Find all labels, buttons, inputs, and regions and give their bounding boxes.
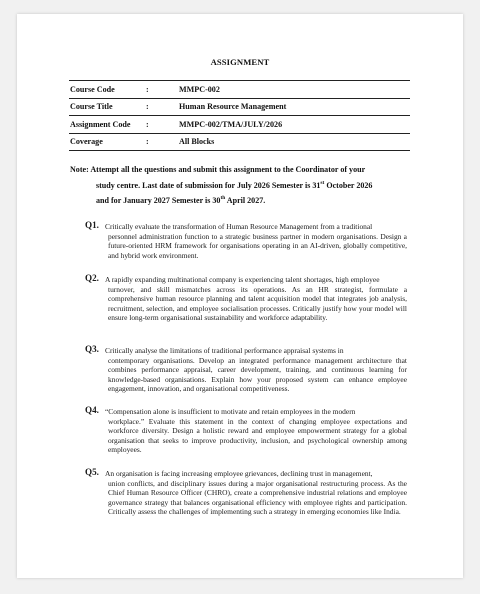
course-code-label: Course Code (70, 84, 115, 94)
question-first-line: “Compensation alone is insufficient to motivate and retain employees in the modern (105, 407, 356, 416)
course-code-value: MMPC-002 (179, 84, 220, 94)
note-line-1: Note: Attempt all the questions and submit this assignment to the Coordinator of your (70, 165, 366, 174)
assignment-code-label: Assignment Code (70, 119, 131, 129)
document-page (17, 14, 463, 578)
question-first-line: Critically analyse the limitations of traditional performance appraisal systems in (105, 346, 344, 355)
question-body: turnover, and skill mismatches across its operations. As an HR strategist, formulate a comprehensive human resource planning and talent acquisition model that integrates job analysis, recruitment, selection, and employee socialisation processes. Critically justify how your model will ensure long-term organisational sustainability and workforce adaptability. (108, 284, 407, 323)
note-line-3-text: and for January 2027 Semester is 30 (96, 196, 221, 205)
colon: : (146, 137, 149, 147)
note-line-2-date: October 2026 (324, 180, 373, 190)
question-first-line: An organisation is facing increasing employee grievances, declining trust in management, (105, 469, 373, 478)
coverage-label: Coverage (70, 137, 103, 147)
ordinal-suffix: th (220, 195, 226, 201)
note-line-2-text: study centre. Last date of submission for July 2026 Semester is 31 (96, 180, 321, 190)
colon: : (146, 102, 149, 112)
question-1 (87, 222, 407, 260)
question-first-line: A rapidly expanding multinational company is experiencing talent shortages, high employee (105, 275, 380, 284)
question-4 (87, 407, 407, 455)
question-number: Q1. (85, 220, 99, 230)
question-body: contemporary organisations. Develop an integrated performance management architecture that combines performance appraisal, career development, training, and continuous learning for knowledge-based organisations. Explain how your proposed system can enhance employee engagement, innovation, and organisational competitiveness. (108, 355, 407, 394)
course-info-table (69, 80, 410, 151)
note-line-3 (70, 193, 413, 209)
question-2 (87, 275, 407, 323)
question-number: Q5. (85, 467, 99, 477)
table-row (69, 134, 410, 152)
question-3 (87, 346, 407, 394)
colon: : (146, 119, 149, 129)
question-body: personnel administration function to a strategic business partner in modern organisations. Design a future-oriented HRM framework for organisations operating in an AI-driven, globally competitive, and hybrid work environment. (108, 231, 407, 260)
table-row (69, 81, 410, 99)
colon: : (146, 84, 149, 94)
course-title-value: Human Resource Management (179, 102, 287, 112)
table-row (69, 116, 410, 134)
course-title-label: Course Title (70, 102, 113, 112)
submission-note (70, 162, 413, 209)
note-line-3-date: April 2027. (225, 196, 266, 205)
question-number: Q4. (85, 405, 99, 415)
question-body: union conflicts, and disciplinary issues during a major organisational restructuring process. As the Chief Human Resource Officer (CHRO), create a comprehensive industrial relations and employee governance strategy that balances organisational efficiency with employee rights and participation. Critically assess the challenges of implementing such a strategy in emerging economies like India. (108, 478, 407, 517)
ordinal-suffix: st (320, 179, 325, 186)
document-title: ASSIGNMENT (210, 57, 270, 67)
note-line-2 (70, 178, 413, 194)
assignment-code-value: MMPC-002/TMA/JULY/2026 (179, 119, 283, 129)
question-first-line: Critically evaluate the transformation of Human Resource Management from a traditional (105, 222, 373, 231)
question-5 (87, 469, 407, 517)
coverage-value: All Blocks (179, 137, 215, 147)
question-number: Q3. (85, 344, 99, 354)
question-number: Q2. (85, 273, 99, 283)
table-row (69, 99, 410, 117)
question-body: workplace.” Evaluate this statement in the context of changing employee expectations and workforce diversity. Design a holistic reward and employee empowerment strategy for a global organisation that seeks to improve productivity, inclusion, and psychological ownership among employees. (108, 416, 407, 455)
